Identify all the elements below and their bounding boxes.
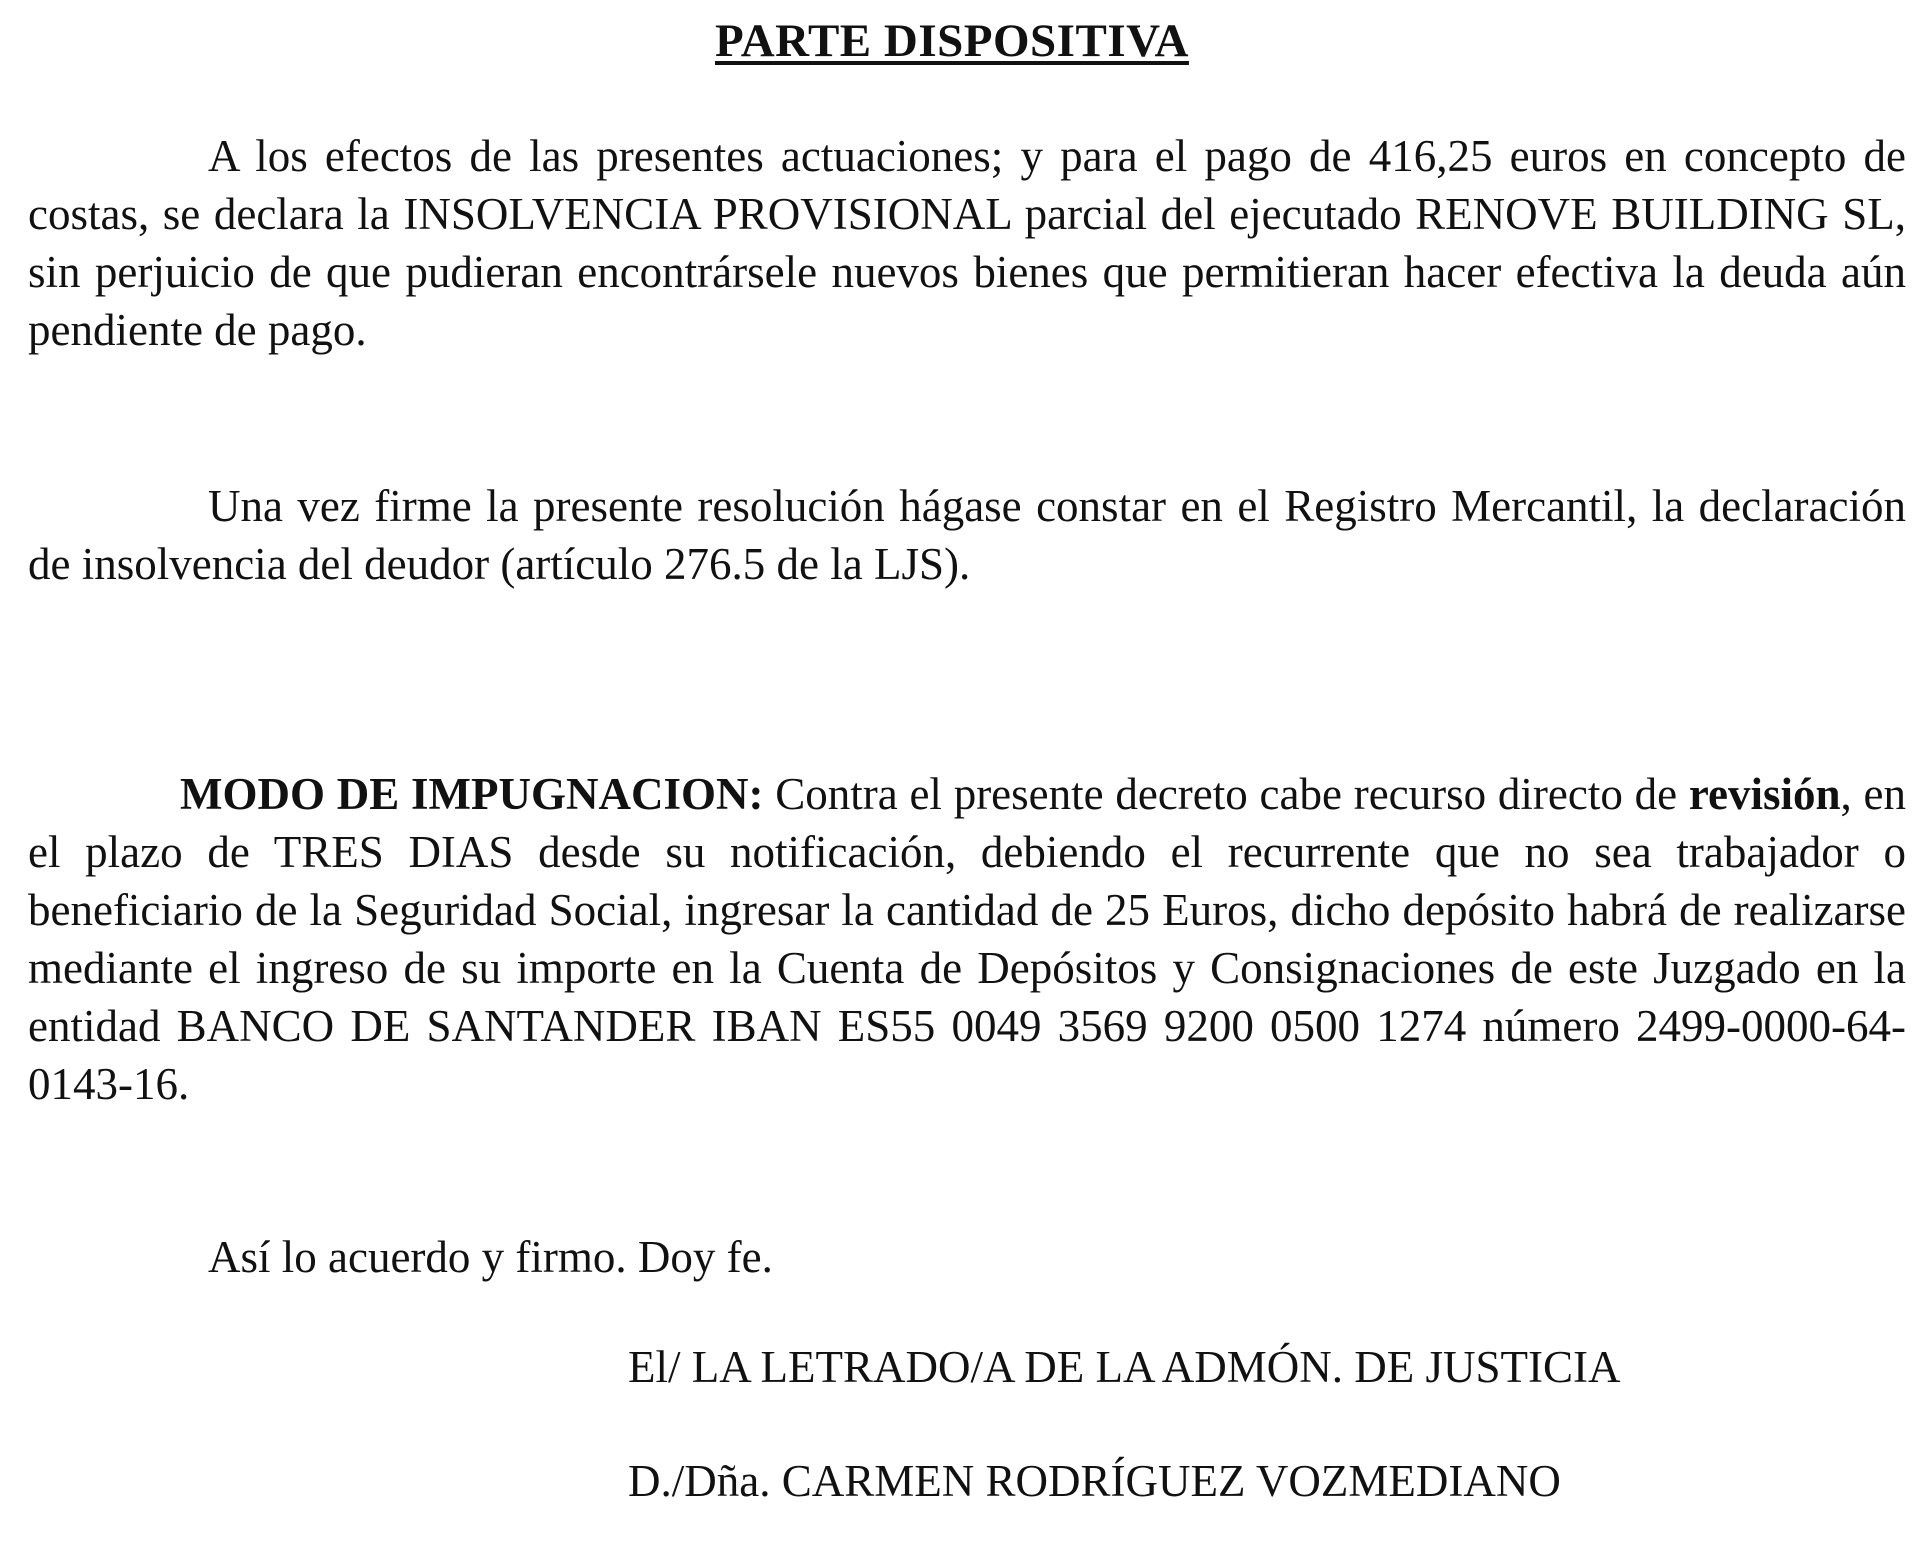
paragraph-registry: Una vez firme la presente resolución hágase constar en el Registro Mercantil, la declaración de insolvencia del deudor (artículo 276.5 de la LJS). (28, 481, 1906, 589)
signature-name: D./Dña. CARMEN RODRÍGUEZ VOZMEDIANO (628, 1456, 1561, 1506)
appeal-heading: MODO DE IMPUGNACION: (180, 769, 764, 819)
section-heading: PARTE DISPOSITIVA (715, 15, 1189, 67)
appeal-text-part1: Contra el presente decreto cabe recurso directo de (763, 769, 1689, 819)
appeal-bold-word: revisión (1688, 769, 1841, 819)
paragraph-appeal (28, 765, 1906, 1113)
paragraph-insolvency: A los efectos de las presentes actuaciones; y para el pago de 416,25 euros en concepto de costas, se declara la INSOLVENCIA PROVISIONAL parcial del ejecutado RENOVE BUILDING SL, sin perjuicio de que pudieran encontrársele nuevos bienes que permitieran hacer efectiva la deuda aún pendiente de pago. (28, 131, 1906, 355)
closing-line: Así lo acuerdo y firmo. Doy fe. (208, 1232, 773, 1282)
appeal-text-part2: , en el plazo de TRES DIAS desde su notificación, debiendo el recurrente que no sea trabajador o beneficiario de la Seguridad Social, ingresar la cantidad de 25 Euros, dicho depósito habrá de realizarse mediante el ingreso de su importe en la Cuenta de Depósitos y Consignaciones de este Juzgado en la entidad BANCO DE SANTANDER IBAN ES55 0049 3569 9200 0500 1274 número 2499-0000-64-0143-16. (28, 769, 1906, 1109)
signature-title: El/ LA LETRADO/A DE LA ADMÓN. DE JUSTICIA (628, 1342, 1621, 1392)
